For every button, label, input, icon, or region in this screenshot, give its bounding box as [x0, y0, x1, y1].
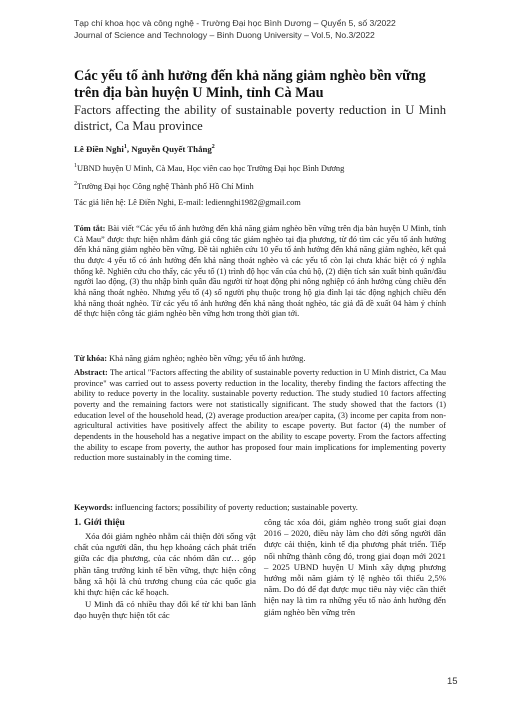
author-name: Nguyễn Quyết Thắng	[131, 144, 212, 154]
keywords-en-text: influencing factors; possibility of poverty reduction; sustainable poverty.	[115, 503, 358, 512]
body-paragraph: U Minh đã có nhiều thay đổi kể từ khi ban lãnh đạo huyện thực hiện tốt các	[74, 599, 256, 621]
body-column-right	[264, 517, 446, 618]
affiliation-2	[74, 181, 446, 192]
section-heading: 1. Giới thiệu	[74, 517, 125, 528]
author-name: Lê Điền Nghi	[74, 144, 124, 154]
body-column-left	[74, 531, 256, 622]
author-separator: ,	[126, 144, 132, 154]
article-title-vi: Các yếu tố ảnh hưởng đến khả năng giảm nghèo bền vững trên địa bàn huyện U Minh, tỉnh Cà Mau	[74, 68, 426, 101]
abstract-en	[74, 368, 446, 464]
author-list	[74, 144, 446, 154]
body-paragraph: Xóa đói giảm nghèo nhằm cải thiện đời sống vật chất của người dân, thu hẹp khoảng cách phát triển giữa các địa phương, của các nhóm dân cư… góp phần tăng trưởng kinh tế bền vững, thực hiện công bằng xã hội là chủ trương chung của các quốc gia khi thực hiện các kế hoạch.	[74, 531, 256, 598]
author-affiliation-mark: 2	[211, 144, 215, 151]
keywords-vi	[74, 354, 446, 365]
keywords-vi-label: Từ khóa:	[74, 354, 108, 363]
affiliation-text: Trường Đại học Công nghệ Thành phố Hồ Chí Minh	[77, 182, 254, 191]
article-title-en: Factors affecting the ability of sustainable poverty reduction in U Minh district, Ca Mau province	[74, 103, 446, 133]
running-header	[74, 18, 474, 41]
journal-header-en: Journal of Science and Technology – Binh Duong University – Vol.5, No.3/2022	[74, 29, 375, 40]
author-affiliation-mark: 1	[123, 144, 127, 151]
corresponding-author: Tác giả liên hệ: Lê Điền Nghi, E-mail: lediennghi1982@gmail.com	[74, 198, 301, 207]
affiliation-1	[74, 163, 446, 174]
keywords-en	[74, 503, 446, 514]
abstract-vi-label: Tóm tắt:	[74, 224, 106, 233]
affiliation-mark: 1	[74, 163, 77, 170]
journal-header-vi: Tạp chí khoa học và công nghệ - Trường Đại học Bình Dương – Quyển 5, số 3/2022	[74, 18, 396, 28]
affiliation-text: UBND huyện U Minh, Cà Mau, Học viên cao học Trường Đại học Bình Dương	[77, 164, 345, 173]
keywords-en-label: Keywords:	[74, 503, 113, 512]
abstract-en-text: The artical "Factors affecting the ability of sustainable poverty reduction in U Minh district, Ca Mau province" was carried out to assess poverty reduction in the locality, thereby finding the factors affecting the ability to reduce poverty in the locality. sustainable poverty reduction. The study studied 10 factors affecting poverty and the remaining factors were not statistically significant. The study showed that the factors (1) education level of the household head, (2) average production area/per capita, (3) income per capita from non-agricultural activities have positively affect the ability to escape poverty. But factor (4) the number of dependents in the household has a negative impact on the ability to escape poverty. From the factors affecting the ability to escape from poverty, the author has proposed four main implications for implementing poverty reduction more sustainably in the coming time.	[74, 368, 446, 463]
abstract-en-label: Abstract:	[74, 368, 108, 377]
page-number: 15	[447, 676, 458, 687]
keywords-vi-text: Khả năng giảm nghèo; nghèo bền vững; yếu tố ảnh hưởng.	[109, 354, 306, 363]
abstract-vi	[74, 224, 446, 320]
body-paragraph: công tác xóa đói, giảm nghèo trong suốt giai đoạn 2016 – 2020, điều này làm cho đời sống người dân được cải thiện, kinh tế địa phương phát triển. Tiếp nối những thành công đó, trong giai đoạn mới 2021 – 2025 UBND huyện U Minh xây dựng phương hướng mỗi năm giảm tỷ lệ nghèo tối thiểu 2,5% năm. Do đó để đạt được mục tiêu này việc cần thiết hiện nay là tìm ra những yếu tố nào ảnh hưởng đến giảm nghèo bền vững trên	[264, 517, 446, 617]
abstract-vi-text: Bài viết “Các yếu tố ảnh hưởng đến khả năng giảm nghèo bền vững trên địa bàn huyện U Minh, tỉnh Cà Mau” được thực hiện nhằm đánh giá công tác giảm nghèo tại địa phương, từ đó tìm các yếu tố ảnh hưởng đến khả năng giảm nghèo bền vững. Đề tài nghiên cứu 10 yếu tố ảnh hưởng đến khả năng giảm nghèo, kết quả thu được 4 yếu tố có ảnh hưởng đến khả năng thoát nghèo và các yếu tố còn lại chưa khác biệt có ý nghĩa thống kê. Nghiên cứu cho thấy, các yếu tố (1) trình độ học vấn của chủ hộ, (2) diện tích sản xuất bình quân/đầu người lao động, (3) thu nhập bình quân đầu người từ hoạt động phi nông nghiệp có ảnh hưởng cùng chiều đến khả năng thoát nghèo. Nhưng yếu tố (4) số người phụ thuộc trong hộ gia đình lại tác động nghịch chiều đến khả năng thoát nghèo. Từ các yếu tố ảnh hưởng đến khả năng thoát nghèo, tác giả đã đề xuất 04 hàm ý chính để thực hiện công tác giảm nghèo bền vững hơn trong thời gian tới.	[74, 224, 447, 319]
affiliation-mark: 2	[74, 181, 77, 188]
